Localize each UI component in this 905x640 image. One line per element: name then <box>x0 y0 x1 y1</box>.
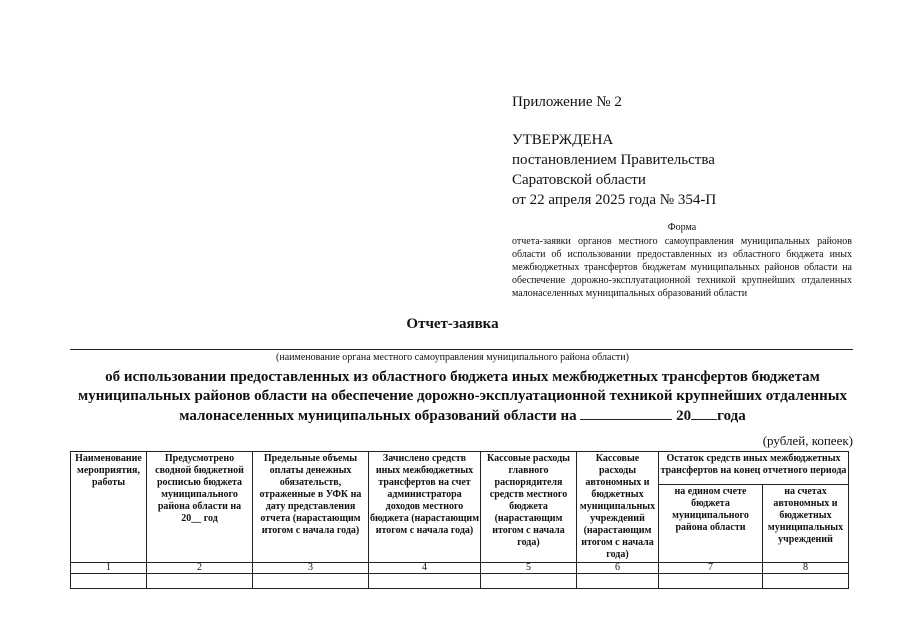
data-cell[interactable] <box>577 574 659 589</box>
data-cell[interactable] <box>659 574 763 589</box>
year-blank[interactable] <box>691 406 717 420</box>
header-col-7b: на счетах автономных и бюджетных муниципальных учреждений <box>763 485 849 563</box>
data-cell[interactable] <box>147 574 253 589</box>
header-col-7-group: Остаток средств иных межбюджетных трансфертов на конец отчетного периода <box>659 452 849 485</box>
header-col-1: Наименование мероприятия, работы <box>71 452 147 563</box>
organization-name-line[interactable] <box>70 349 853 350</box>
approval-line: Саратовской области <box>512 172 646 188</box>
header-col-7a: на едином счете бюджета муниципального района области <box>659 485 763 563</box>
appendix-number: Приложение № 2 <box>512 94 622 110</box>
data-cell[interactable] <box>481 574 577 589</box>
approval-line: постановлением Правительства <box>512 152 715 168</box>
report-table <box>70 451 849 589</box>
units-label: (рублей, копеек) <box>762 433 853 448</box>
column-number: 3 <box>253 563 369 574</box>
column-number: 7 <box>659 563 763 574</box>
organization-caption: (наименование органа местного самоуправления муниципального района области) <box>276 352 629 363</box>
data-cell[interactable] <box>71 574 147 589</box>
approval-line: УТВЕРЖДЕНА <box>512 132 614 148</box>
document-subtitle <box>40 368 885 426</box>
subtitle-line-text: малонаселенных муниципальных образований области на <box>179 408 577 424</box>
column-number: 8 <box>763 563 849 574</box>
approval-block <box>512 130 716 210</box>
approval-line: от 22 апреля 2025 года № 354-П <box>512 192 717 208</box>
column-number: 1 <box>71 563 147 574</box>
header-col-6: Кассовые расходы автономных и бюджетных муниципальных учреждений (нарастающим итогом с начала года) <box>577 452 659 563</box>
subtitle-line: муниципальных районов области на обеспечение дорожно-эксплуатационной техникой крупнейших отдаленных <box>77 388 847 404</box>
header-col-3: Предельные объемы оплаты денежных обязательств, отраженные в УФК на дату представления отчета (нарастающим итогом с начала года) <box>253 452 369 563</box>
year-suffix: года <box>717 408 746 424</box>
column-number: 6 <box>577 563 659 574</box>
column-number: 4 <box>369 563 481 574</box>
form-label: Форма <box>667 222 697 233</box>
date-blank[interactable] <box>580 406 672 420</box>
data-cell[interactable] <box>253 574 369 589</box>
data-cell[interactable] <box>763 574 849 589</box>
year-prefix: 20 <box>676 408 692 424</box>
column-number: 5 <box>481 563 577 574</box>
form-description: отчета-заявки органов местного самоуправления муниципальных районов области об использовании предоставленных из областного бюджета иных межбюджетных трансфертов бюджетам муниципальных районов области на обеспечение дорожно-эксплуатационной техникой крупнейших отдаленных малонаселенных муниципальных образований области <box>512 236 852 299</box>
header-col-2: Предусмотрено сводной бюджетной росписью бюджета муниципального района области на 20__ год <box>147 452 253 563</box>
subtitle-line <box>40 406 885 426</box>
document-title: Отчет-заявка <box>406 316 499 332</box>
subtitle-line: об использовании предоставленных из областного бюджета иных межбюджетных трансфертов бюджетам <box>105 369 820 385</box>
column-number: 2 <box>147 563 253 574</box>
header-col-5: Кассовые расходы главного распорядителя средств местного бюджета (нарастающим итогом с начала года) <box>481 452 577 563</box>
header-col-4: Зачислено средств иных межбюджетных трансфертов на счет администратора доходов местного бюджета (нарастающим итогом с начала года) <box>369 452 481 563</box>
data-cell[interactable] <box>369 574 481 589</box>
